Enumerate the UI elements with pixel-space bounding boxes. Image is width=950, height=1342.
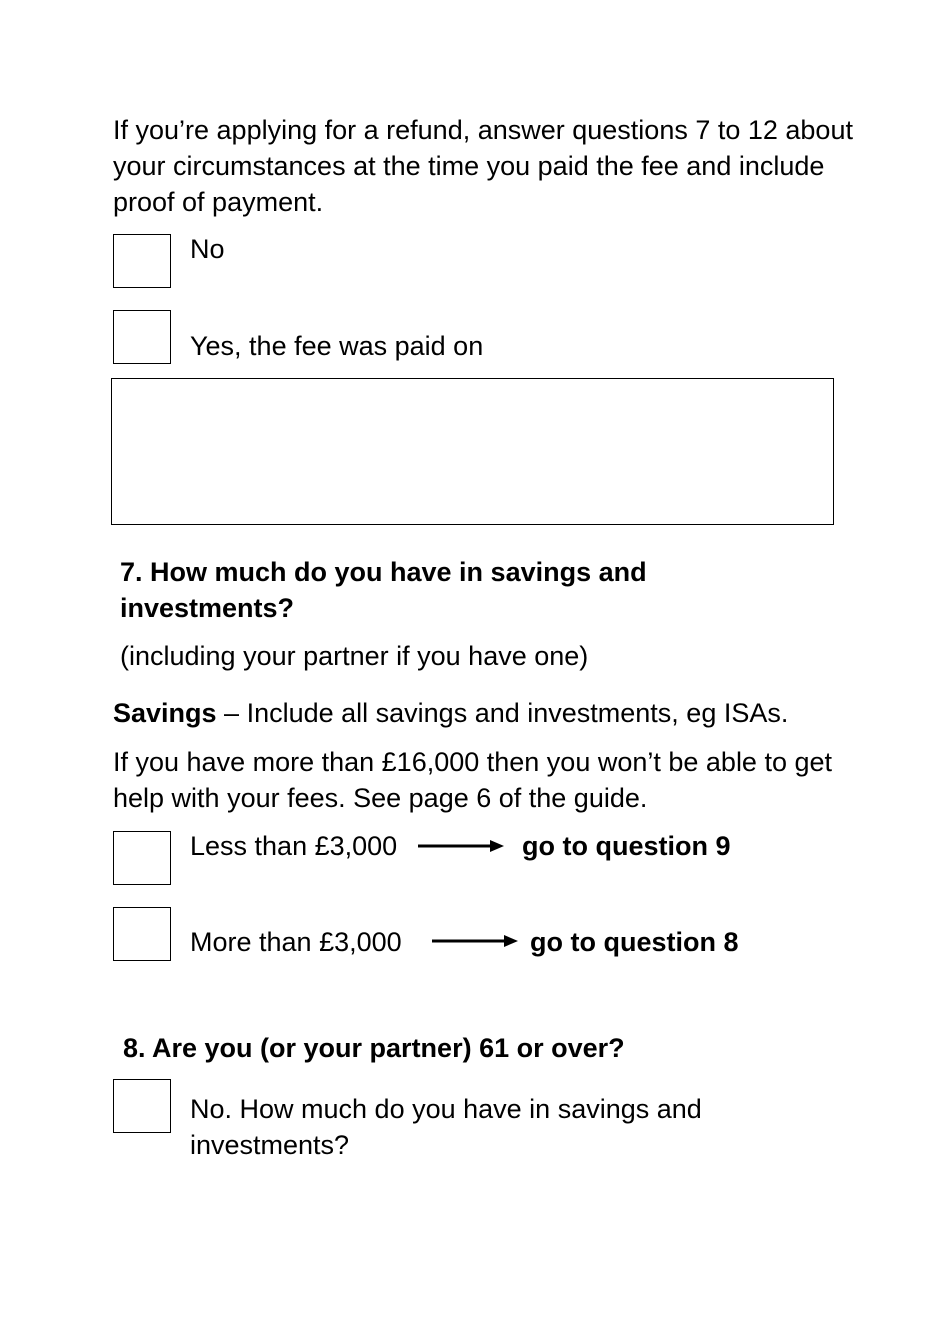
go-to-question-9: go to question 9 xyxy=(522,831,731,861)
arrow-right-icon xyxy=(418,839,504,853)
q7-savings-definition xyxy=(113,695,853,731)
go-to-question-8: go to question 8 xyxy=(530,927,739,957)
savings-label: Savings xyxy=(113,698,217,728)
q8-heading: 8. Are you (or your partner) 61 or over? xyxy=(123,1033,625,1063)
less-than-3000-checkbox[interactable] xyxy=(113,831,171,885)
refund-intro: If you’re applying for a refund, answer questions 7 to 12 about your circumstances at the time you paid the fee and include proof of payment. xyxy=(113,115,853,217)
less-than-3000-label: Less than £3,000 xyxy=(190,831,398,861)
refund-yes-label: Yes, the fee was paid on xyxy=(190,331,484,361)
refund-no-label: No xyxy=(190,234,225,264)
q7-subheading: (including your partner if you have one) xyxy=(120,641,589,671)
more-than-3000-label: More than £3,000 xyxy=(190,927,402,957)
more-than-3000-checkbox[interactable] xyxy=(113,907,171,961)
fee-paid-date-field[interactable] xyxy=(111,378,834,525)
refund-yes-checkbox[interactable] xyxy=(113,310,171,364)
refund-no-checkbox[interactable] xyxy=(113,234,171,288)
q7-heading: 7. How much do you have in savings and investments? xyxy=(120,557,647,623)
savings-text: – Include all savings and investments, eg ISAs. xyxy=(216,698,789,728)
q7-limit-text: If you have more than £16,000 then you won’t be able to get help with your fees. See page 6 of the guide. xyxy=(113,747,833,813)
q8-no-checkbox[interactable] xyxy=(113,1079,171,1133)
arrow-right-icon xyxy=(432,934,518,948)
q8-no-label: No. How much do you have in savings and investments? xyxy=(190,1094,702,1160)
